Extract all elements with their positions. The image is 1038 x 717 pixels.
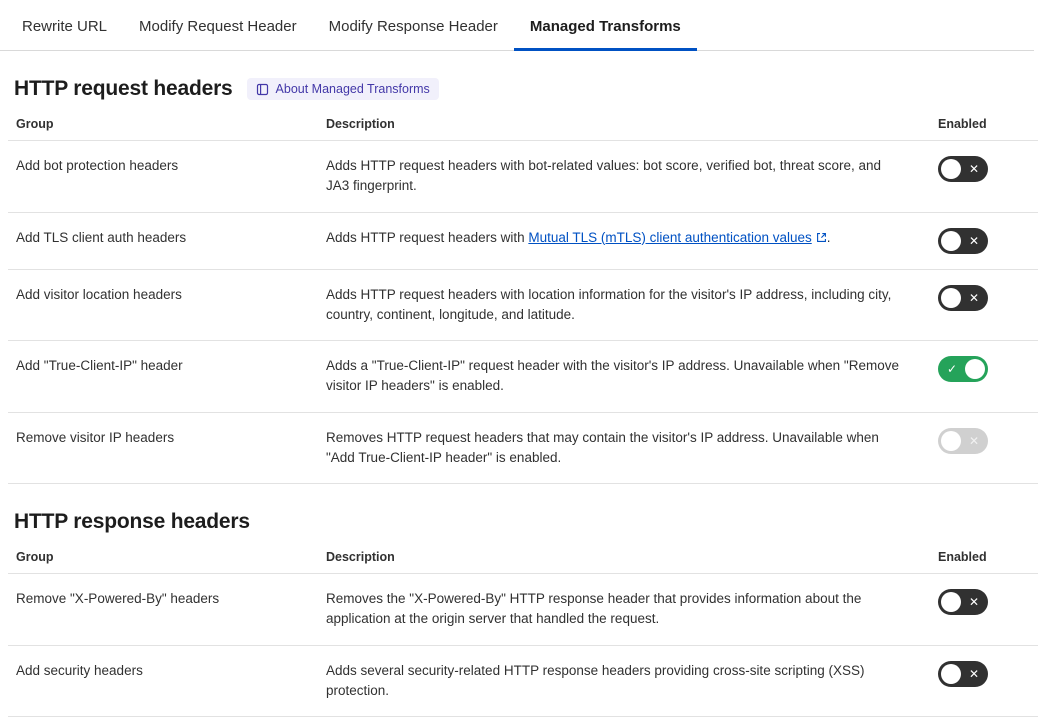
- table-row: [8, 212, 1038, 269]
- cross-icon: ✕: [968, 290, 979, 305]
- toggle-knob: [941, 159, 961, 179]
- row-description: Removes the "X-Powered-By" HTTP response header that provides information about the application at the origin server that handled the request.: [314, 574, 926, 646]
- section-http-response-headers: [0, 510, 1034, 717]
- column-header-enabled: Enabled: [926, 117, 1038, 141]
- section-title-response: HTTP response headers: [14, 510, 250, 533]
- row-enabled-cell: [926, 574, 1038, 646]
- row-group-label: Remove visitor IP headers: [8, 412, 314, 484]
- section-header: [14, 510, 1026, 534]
- about-chip-label: About Managed Transforms: [275, 82, 430, 96]
- row-group-label: Add TLS client auth headers: [8, 212, 314, 269]
- column-header-enabled: Enabled: [926, 550, 1038, 574]
- table-header-row: [8, 550, 1038, 574]
- row-enabled-cell: [926, 141, 1038, 213]
- column-header-group: Group: [8, 550, 314, 574]
- toggle-add-visitor-location-headers[interactable]: [938, 285, 988, 311]
- toggle-remove-visitor-ip-headers: [938, 428, 988, 454]
- toggle-add-true-client-ip-header[interactable]: [938, 356, 988, 382]
- response-headers-table: [8, 550, 1038, 717]
- toggle-remove-x-powered-by-headers[interactable]: [938, 589, 988, 615]
- toggle-knob: [941, 664, 961, 684]
- toggle-add-bot-protection-headers[interactable]: [938, 156, 988, 182]
- toggle-knob: [941, 288, 961, 308]
- cross-icon: ✕: [968, 233, 979, 248]
- row-description-text: Adds HTTP request headers with: [326, 229, 529, 245]
- mtls-docs-link[interactable]: Mutual TLS (mTLS) client authentication values: [528, 229, 812, 245]
- row-description: Removes HTTP request headers that may contain the visitor's IP address. Unavailable when "Add True-Client-IP header" is enabled.: [314, 412, 926, 484]
- tab-modify-request-header[interactable]: Modify Request Header: [139, 18, 297, 35]
- column-header-description: Description: [314, 550, 926, 574]
- row-group-label: Add bot protection headers: [8, 141, 314, 213]
- table-row: [8, 341, 1038, 413]
- row-description: Adds HTTP request headers with bot-related values: bot score, verified bot, threat score, and JA3 fingerprint.: [314, 141, 926, 213]
- row-group-label: Add "True-Client-IP" header: [8, 341, 314, 413]
- cross-icon: ✕: [968, 595, 979, 609]
- book-icon: [256, 83, 269, 96]
- external-link-icon: [816, 229, 827, 249]
- toggle-add-tls-client-auth-headers[interactable]: [938, 228, 988, 254]
- tab-rewrite-url[interactable]: Rewrite URL: [22, 18, 108, 35]
- tab-modify-response-header[interactable]: Modify Response Header: [328, 18, 498, 35]
- toggle-knob: [941, 431, 961, 451]
- cross-icon: ✕: [968, 162, 979, 176]
- table-header-row: [8, 117, 1038, 141]
- section-header: [14, 77, 1026, 101]
- toggle-knob: [941, 592, 961, 612]
- row-description-tail: .: [826, 229, 831, 245]
- column-header-description: Description: [314, 117, 926, 141]
- row-description: Adds a "True-Client-IP" request header with the visitor's IP address. Unavailable when "Remove visitor IP headers" is enabled.: [314, 341, 926, 413]
- row-group-label: Add visitor location headers: [8, 269, 314, 341]
- table-row: [8, 645, 1038, 717]
- tab-managed-transforms[interactable]: Managed Transforms: [514, 19, 697, 51]
- check-icon: ✓: [947, 362, 958, 376]
- cross-icon: ✕: [968, 666, 979, 681]
- row-enabled-cell: [926, 212, 1038, 269]
- row-enabled-cell: [926, 645, 1038, 717]
- table-row: [8, 269, 1038, 341]
- row-description: Adds HTTP request headers with location information for the visitor's IP address, including city, country, continent, longitude, and latitude.: [314, 269, 926, 341]
- table-row: [8, 574, 1038, 646]
- column-header-group: Group: [8, 117, 314, 141]
- section-http-request-headers: [0, 77, 1034, 484]
- toggle-knob: [965, 359, 985, 379]
- row-enabled-cell: [926, 341, 1038, 413]
- table-row: [8, 141, 1038, 213]
- row-group-label: Add security headers: [8, 645, 314, 717]
- row-enabled-cell: [926, 412, 1038, 484]
- row-group-label: Remove "X-Powered-By" headers: [8, 574, 314, 646]
- page-title: HTTP request headers: [14, 77, 233, 100]
- table-row: [8, 412, 1038, 484]
- tab-bar: [0, 0, 1034, 51]
- request-headers-table: [8, 117, 1038, 484]
- row-description: [314, 212, 926, 269]
- row-description: Adds several security-related HTTP response headers providing cross-site scripting (XSS) protection.: [314, 645, 926, 717]
- toggle-knob: [941, 231, 961, 251]
- row-enabled-cell: [926, 269, 1038, 341]
- toggle-add-security-headers[interactable]: [938, 661, 988, 687]
- cross-icon: ✕: [968, 433, 979, 448]
- about-managed-transforms-button[interactable]: [247, 78, 439, 100]
